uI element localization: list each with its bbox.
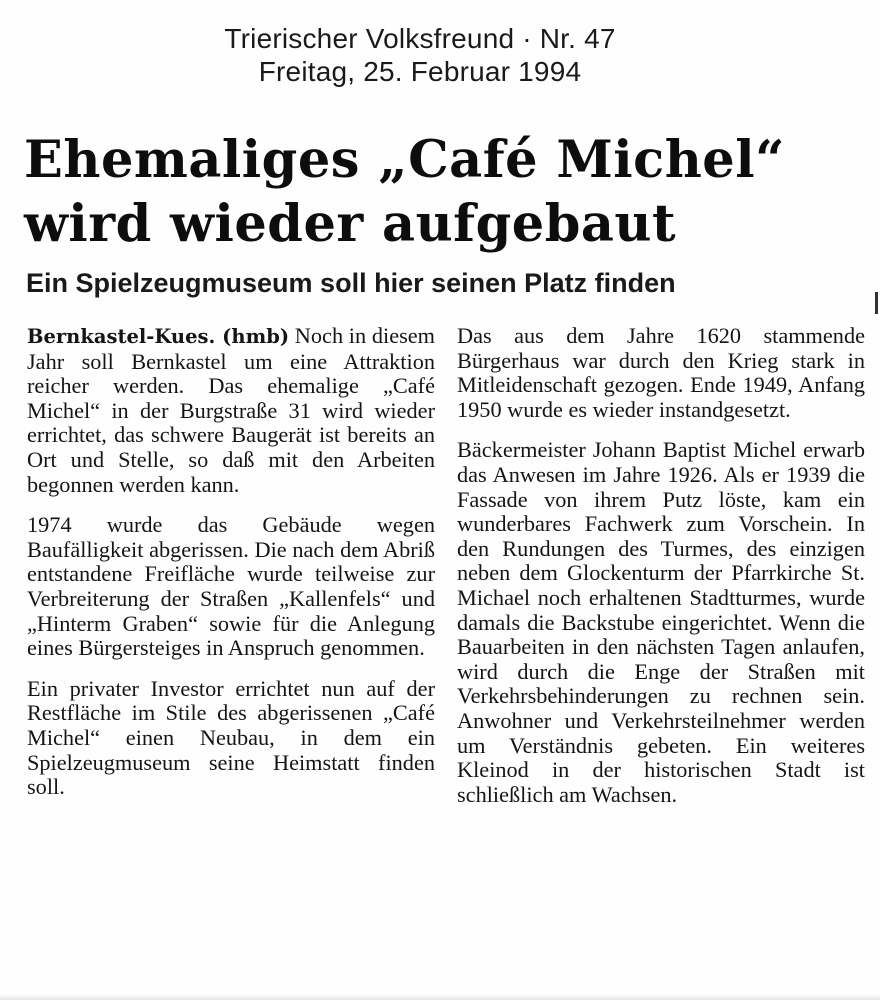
subheadline: Ein Spielzeugmuseum soll hier seinen Platz finden	[26, 268, 676, 298]
masthead	[140, 22, 700, 88]
article-column-left	[27, 324, 435, 800]
article-paragraph: Das aus dem Jahre 1620 stammende Bürgerhaus war durch den Krieg stark in Mitleidenschaft gezogen. Ende 1949, Anfang 1950 wurde es wieder instandgesetzt.	[457, 323, 865, 422]
masthead-date: Freitag, 25. Februar 1994	[258, 56, 582, 87]
headline-line-1: Ehemaliges „Café Michel“	[24, 130, 785, 190]
paragraph-text: Noch in diesem Jahr soll Bernkastel um eine Attraktion reicher werden. Das ehemalige „Café Michel“ in der Burgstraße 31 wird wieder errichtet, das schwere Baugerät ist bereits an Ort und Stelle, so daß mit den Arbeiten begonnen werden kann.	[27, 323, 436, 497]
headline	[24, 128, 864, 256]
headline-line-2: wird wieder aufgebaut	[24, 194, 677, 254]
article-paragraph: Bäckermeister Johann Baptist Michel erwarb das Anwesen im Jahre 1926. Als er 1939 die Fassade von ihrem Putz löste, kam ein wunderbares Fachwerk zum Vorschein. In den Rundungen des Turmes, des einzigen neben dem Glockenturm der Pfarrkirche St. Michael noch erhaltenen Stadtturmes, wurde damals die Backstube eingerichtet. Wenn die Bauarbeiten in den nächsten Tagen anlaufen, wird durch die Enge der Straßen mit Verkehrsbehinderungen zu rechnen sein. Anwohner und Verkehrsteilnehmer werden um Verständnis gebeten. Ein weiteres Kleinod in der historischen Stadt ist schließlich am Wachsen.	[457, 437, 865, 807]
article-column-right	[457, 324, 865, 807]
article-paragraph: Ein privater Investor errichtet nun auf der Restfläche im Stile des abgerissenen „Café Michel“ einen Neubau, in dem ein Spielzeugmuseum seine Heimstatt finden soll.	[27, 675, 435, 800]
article-paragraph: 1974 wurde das Gebäude wegen Baufälligkeit abgerissen. Die nach dem Abriß entstandene Freifläche wurde teilweise zur Verbreiterung der Straßen „Kallenfels“ und „Hinterm Graben“ sowie für die Anlegung eines Bürgersteiges in Anspruch genommen.	[27, 512, 435, 661]
scan-edge-mark	[875, 292, 878, 314]
dateline: Bernkastel-Kues. (hmb)	[27, 325, 290, 348]
article-paragraph	[27, 324, 435, 497]
masthead-publication: Trierischer Volksfreund · Nr. 47	[224, 23, 616, 54]
scan-bottom-edge	[0, 994, 880, 1000]
